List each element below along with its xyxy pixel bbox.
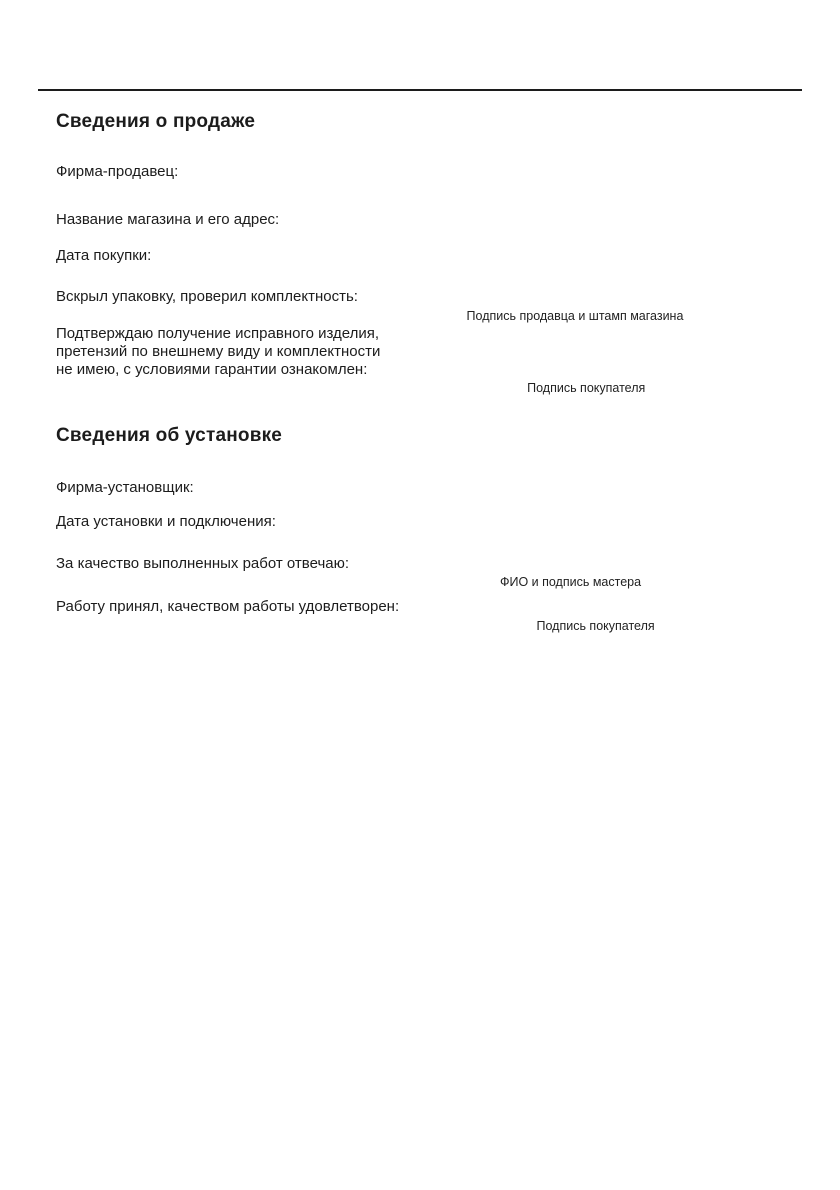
work-quality-field: [56, 554, 785, 590]
section-title-install: Сведения об установке: [56, 425, 283, 446]
buyer-signature-caption-install: Подпись покупателя: [536, 619, 655, 633]
buyer-signature-caption-sale: Подпись покупателя: [527, 381, 646, 395]
confirm-receipt-label-line1: Подтверждаю получение исправного изделия,: [56, 325, 380, 342]
work-accepted-label: Работу принял, качеством работы удовлетворен:: [56, 598, 400, 616]
master-signature-caption: ФИО и подпись мастера: [499, 575, 642, 590]
confirm-receipt-field: [56, 325, 785, 395]
work-quality-label: За качество выполненных работ отвечаю:: [56, 554, 350, 572]
seller-firm-field: [56, 163, 785, 182]
confirm-receipt-label-line2: претензий по внешнему виду и комплектности: [56, 343, 381, 360]
work-accepted-field: [56, 598, 785, 633]
installer-firm-field: [56, 479, 785, 498]
section-title-sale: Сведения о продаже: [56, 111, 256, 132]
shop-field: [56, 211, 785, 230]
install-date-field: [56, 513, 785, 532]
seller-firm-label: Фирма-продавец:: [56, 163, 179, 180]
purchase-date-field: [56, 247, 785, 266]
install-date-label: Дата установки и подключения:: [56, 512, 276, 530]
confirm-receipt-label-line3: не имею, с условиями гарантии ознакомлен:: [56, 361, 368, 378]
opened-package-field: [56, 288, 785, 323]
confirm-receipt-label: [56, 325, 387, 379]
opened-package-label: Вскрыл упаковку, проверил комплектность:: [56, 288, 358, 306]
shop-label: Название магазина и его адрес:: [56, 210, 280, 228]
purchase-date-label: Дата покупки:: [56, 246, 152, 264]
page-content: [56, 91, 785, 635]
installer-firm-label: Фирма-установщик:: [56, 479, 194, 496]
seller-signature-caption: Подпись продавца и штамп магазина: [466, 309, 684, 323]
